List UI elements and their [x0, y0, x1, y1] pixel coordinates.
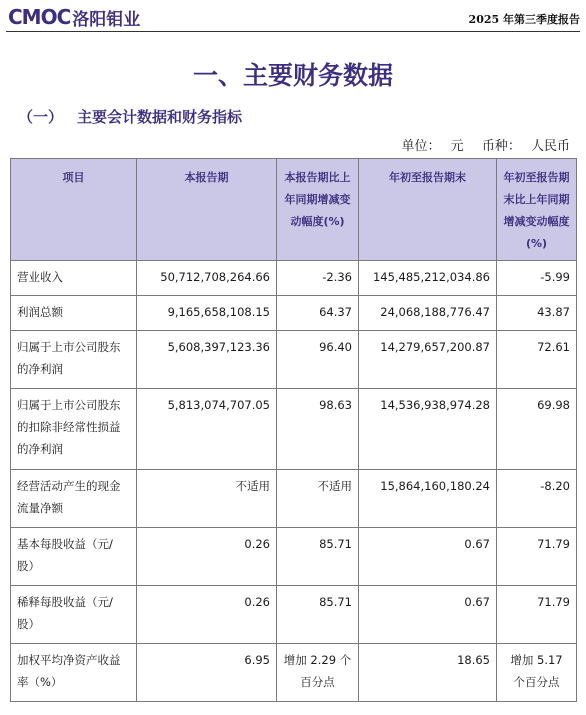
table-row [11, 644, 577, 702]
column-header-ytd-change: 年初至报告期末比上年同期增减变动幅度(%) [497, 159, 577, 261]
logo-chinese-text: 洛阳钼业 [72, 9, 141, 30]
unit-currency-line [396, 135, 570, 154]
table-row [11, 331, 577, 389]
unit-label: 单位： [401, 139, 441, 154]
row-change: 85.71 [277, 528, 359, 586]
row-ytd: 0.67 [359, 528, 497, 586]
row-current: 0.26 [137, 528, 277, 586]
row-change: 64.37 [277, 296, 359, 331]
unit-value: 元 [450, 139, 464, 154]
subsection-number: （一） [18, 108, 64, 126]
column-header-current-period: 本报告期 [137, 159, 277, 261]
row-ytd: 145,485,212,034.86 [359, 261, 497, 296]
header-divider [6, 31, 580, 32]
logo-latin-text: CMOC [8, 5, 71, 29]
page-header [0, 0, 586, 36]
row-item: 稀释每股收益（元/股） [11, 586, 137, 644]
row-current: 5,813,074,707.05 [137, 389, 277, 470]
table-row [11, 470, 577, 528]
financial-data-table [10, 158, 577, 702]
row-change: 不适用 [277, 470, 359, 528]
row-change: 98.63 [277, 389, 359, 470]
subsection-heading [18, 106, 242, 127]
row-ytd-change: 43.87 [497, 296, 577, 331]
row-current: 50,712,708,264.66 [137, 261, 277, 296]
currency-value: 人民币 [530, 139, 570, 154]
row-ytd: 14,279,657,200.87 [359, 331, 497, 389]
row-item: 归属于上市公司股东的扣除非经常性损益的净利润 [11, 389, 137, 470]
currency-label: 币种： [481, 139, 521, 154]
row-ytd-change: 71.79 [497, 586, 577, 644]
row-item: 经营活动产生的现金流量净额 [11, 470, 137, 528]
row-change: 96.40 [277, 331, 359, 389]
column-header-item: 项目 [11, 159, 137, 261]
row-current: 6.95 [137, 644, 277, 702]
row-current: 0.26 [137, 586, 277, 644]
row-ytd: 24,068,188,776.47 [359, 296, 497, 331]
row-ytd: 0.67 [359, 586, 497, 644]
row-item: 营业收入 [11, 261, 137, 296]
row-ytd: 18.65 [359, 644, 497, 702]
company-logo [8, 4, 140, 30]
row-ytd: 14,536,938,974.28 [359, 389, 497, 470]
table-row [11, 389, 577, 470]
row-current: 9,165,658,108.15 [137, 296, 277, 331]
row-current: 不适用 [137, 470, 277, 528]
table-row [11, 296, 577, 331]
column-header-ytd: 年初至报告期末 [359, 159, 497, 261]
row-ytd-change: 69.98 [497, 389, 577, 470]
row-ytd: 15,864,160,180.24 [359, 470, 497, 528]
table-row [11, 261, 577, 296]
row-ytd-change: 增加 5.17 个百分点 [497, 644, 577, 702]
row-ytd-change: -8.20 [497, 470, 577, 528]
row-change: -2.36 [277, 261, 359, 296]
table-header-row [11, 159, 577, 261]
column-header-change: 本报告期比上年同期增减变动幅度(%) [277, 159, 359, 261]
section-title: 一、主要财务数据 [192, 61, 393, 90]
table-row [11, 528, 577, 586]
row-ytd-change: 72.61 [497, 331, 577, 389]
row-item: 归属于上市公司股东的净利润 [11, 331, 137, 389]
row-item: 利润总额 [11, 296, 137, 331]
subsection-title: 主要会计数据和财务指标 [77, 108, 243, 126]
row-change: 增加 2.29 个百分点 [277, 644, 359, 702]
table-row [11, 586, 577, 644]
row-current: 5,608,397,123.36 [137, 331, 277, 389]
row-ytd-change: 71.79 [497, 528, 577, 586]
row-item: 加权平均净资产收益率（%） [11, 644, 137, 702]
row-ytd-change: -5.99 [497, 261, 577, 296]
report-title: 2025 年第三季度报告 [468, 13, 580, 26]
row-change: 85.71 [277, 586, 359, 644]
row-item: 基本每股收益（元/股） [11, 528, 137, 586]
